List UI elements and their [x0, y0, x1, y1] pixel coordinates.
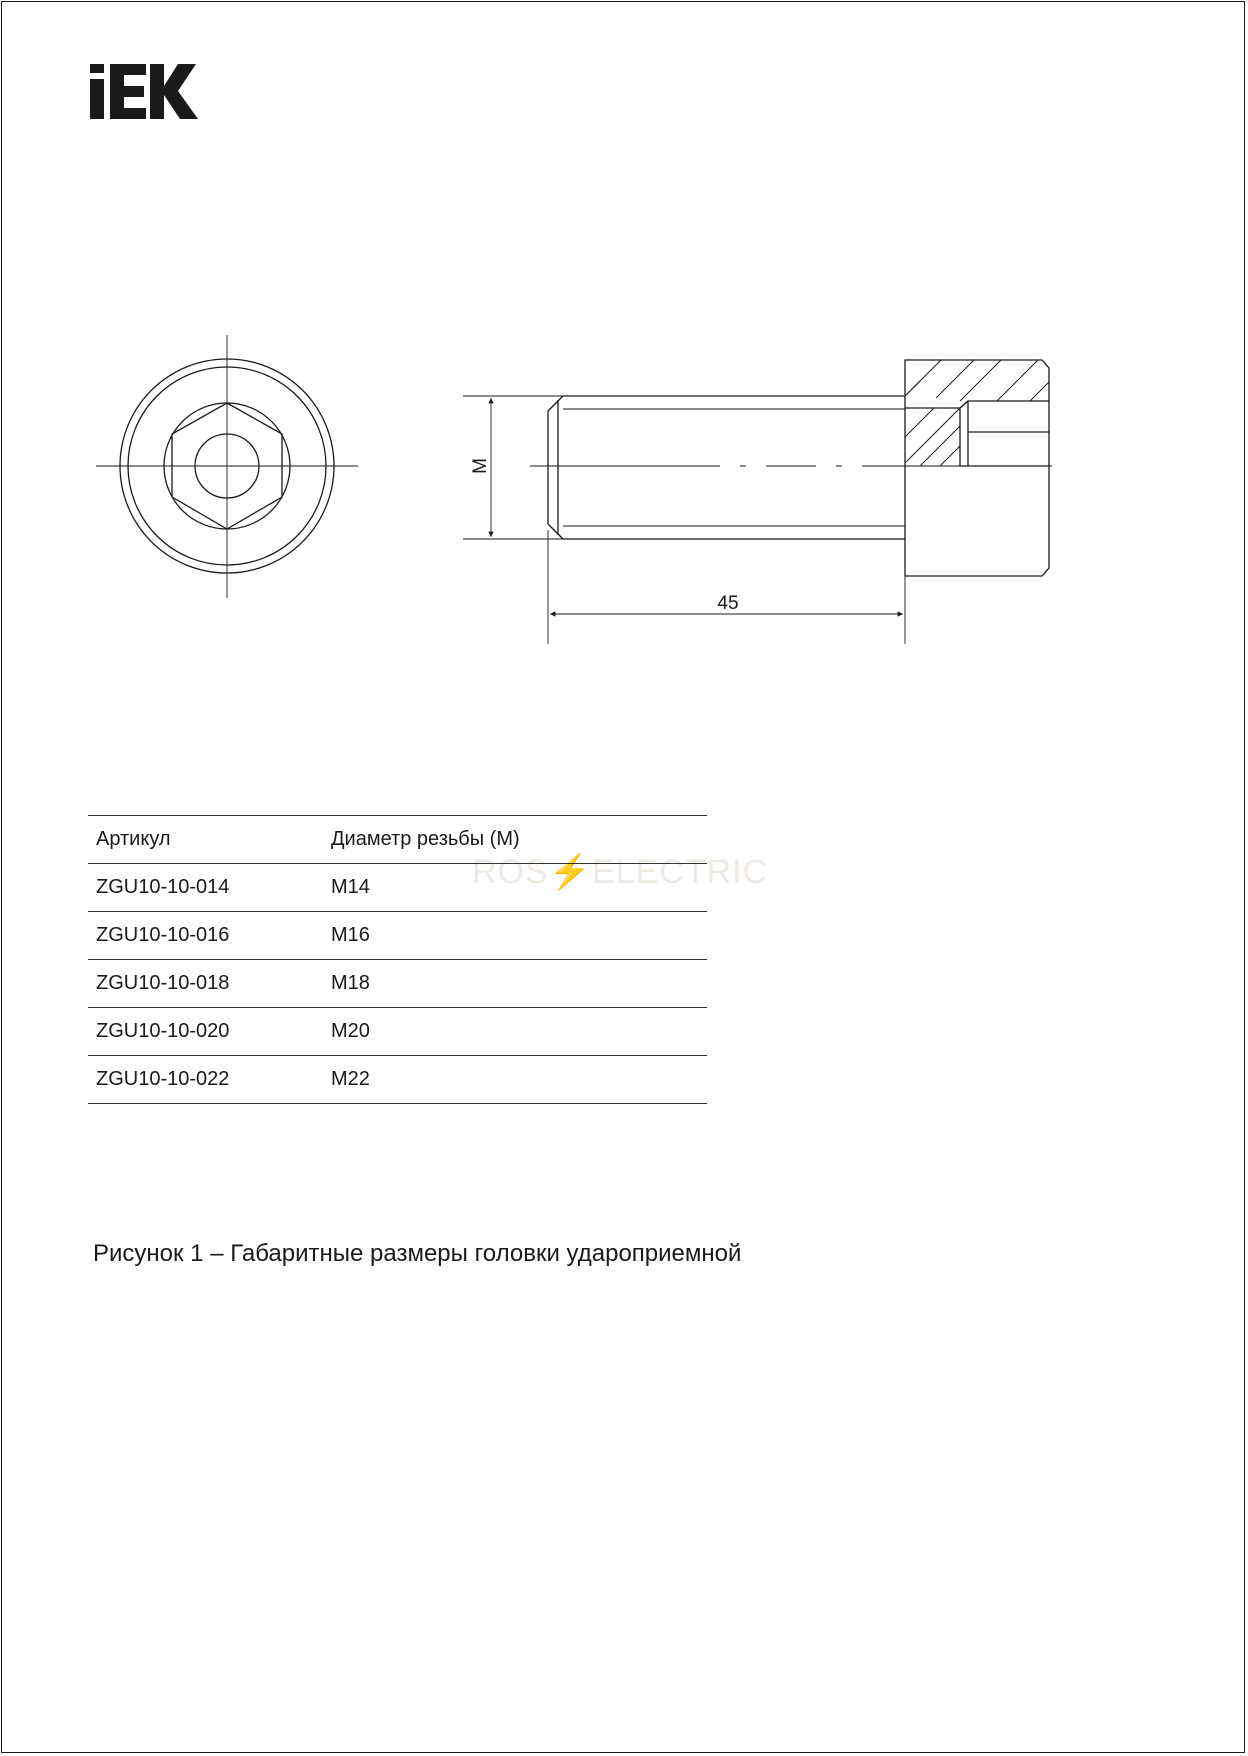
cell-diameter: М16 — [323, 912, 707, 960]
spec-table — [88, 815, 707, 1104]
cell-diameter: М18 — [323, 960, 707, 1008]
cell-diameter: М14 — [323, 864, 707, 912]
cell-diameter: М20 — [323, 1008, 707, 1056]
table-row — [88, 960, 707, 1008]
table-row — [88, 1008, 707, 1056]
cell-article: ZGU10-10-016 — [88, 912, 323, 960]
thread-dimension-label: M — [470, 458, 491, 474]
side-view — [463, 360, 1068, 644]
figure-caption: Рисунок 1 – Габаритные размеры головки удароприемной — [93, 1240, 742, 1267]
table-header-row — [88, 816, 707, 864]
table-row — [88, 912, 707, 960]
cell-article: ZGU10-10-018 — [88, 960, 323, 1008]
table-row — [88, 1056, 707, 1104]
table-row — [88, 864, 707, 912]
end-view — [96, 335, 358, 598]
technical-drawing — [0, 0, 1248, 700]
cell-article: ZGU10-10-014 — [88, 864, 323, 912]
header-article: Артикул — [88, 816, 323, 864]
watermark: ROS⚡ELECTRIC — [472, 853, 769, 891]
cell-article: ZGU10-10-020 — [88, 1008, 323, 1056]
length-dimension-label: 45 — [717, 593, 739, 614]
cell-diameter: М22 — [323, 1056, 707, 1104]
header-diameter: Диаметр резьбы (М) — [323, 816, 707, 864]
cell-article: ZGU10-10-022 — [88, 1056, 323, 1104]
